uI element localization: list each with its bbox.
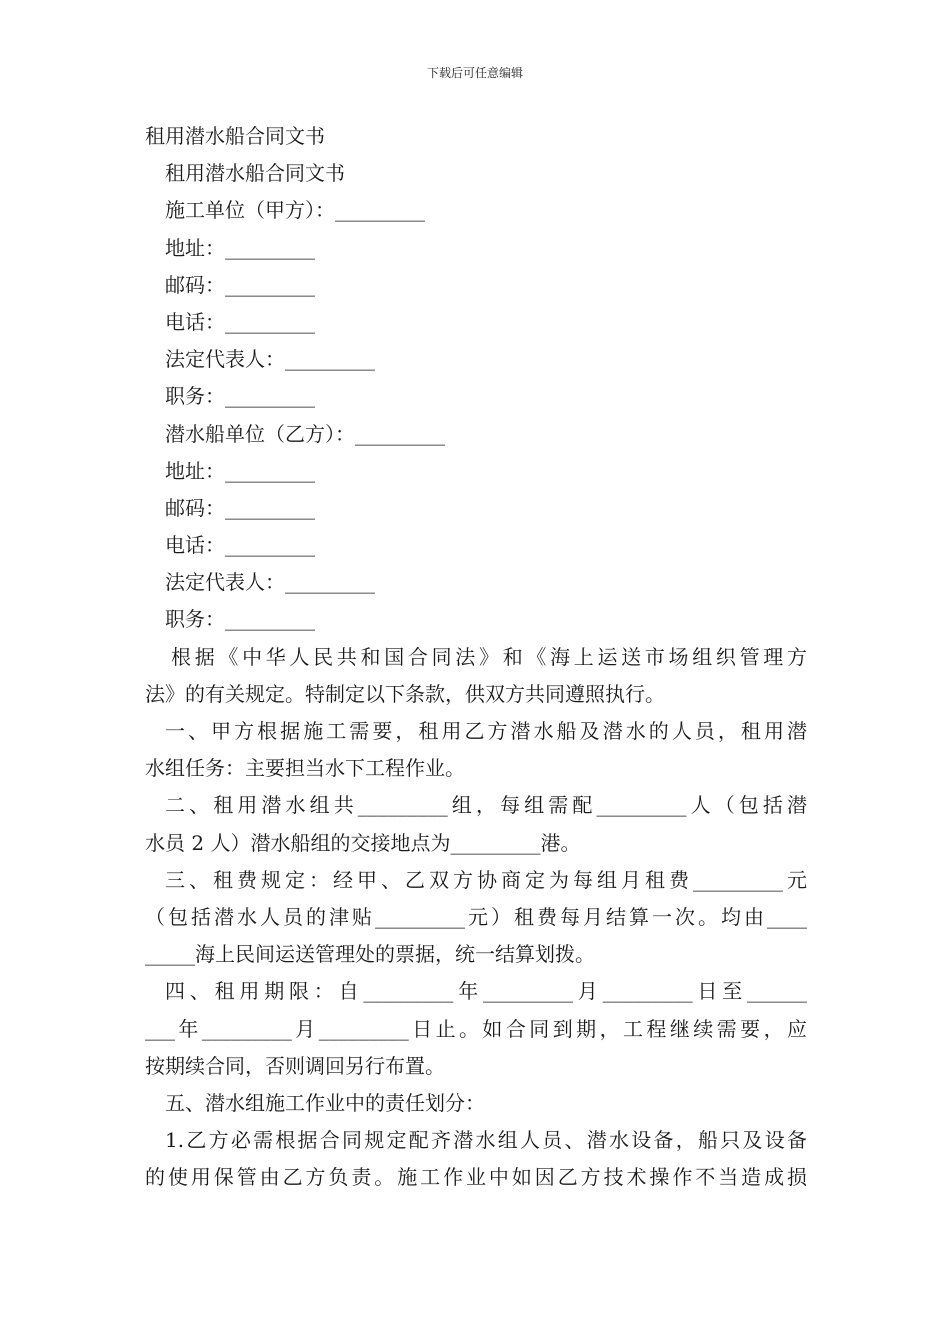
subtitle: 租用潜水船合同文书 [165, 161, 345, 186]
paragraph-line: 法》的有关规定。特制定以下条款，供双方共同遵照执行。 [145, 681, 665, 706]
party-b-address: 地址：_________ [165, 458, 315, 483]
document-body [145, 118, 807, 1196]
paragraph-clause-5-1 [145, 1122, 807, 1196]
paragraph-preamble [145, 639, 807, 713]
party-b-legal-rep: 法定代表人：_________ [165, 570, 375, 595]
paragraph-line: 水员 2 人）潜水船组的交接地点为_________港。 [145, 830, 581, 855]
party-a-legal-rep: 法定代表人：_________ [165, 347, 375, 372]
paragraph-line: 水组任务：主要担当水下工程作业。 [145, 756, 465, 781]
party-a-postcode: 邮码：_________ [165, 272, 315, 297]
paragraph-clause-2 [145, 787, 807, 861]
paragraph-clause-5 [145, 1085, 807, 1122]
paragraph-line: 二、租用潜水组共_________组，每组需配_________人（包括潜 [165, 793, 807, 818]
paragraph-line: 根据《中华人民共和国合同法》和《海上运送市场组织管理方 [171, 644, 807, 669]
party-a-position: 职务：_________ [165, 384, 315, 409]
paragraph-clause-3 [145, 862, 807, 974]
paragraph-line: 的使用保管由乙方负责。施工作业中如因乙方技术操作不当造成损 [145, 1165, 807, 1190]
paragraph-clause-1 [145, 713, 807, 787]
paragraph-line: ___年_________月_________日止。如合同到期，工程继续需要，应 [145, 1016, 807, 1041]
paragraph-line: 1.乙方必需根据合同规定配齐潜水组人员、潜水设备，船只及设备 [165, 1128, 807, 1153]
paragraph-clause-4 [145, 973, 807, 1085]
party-b-postcode: 邮码：_________ [165, 495, 315, 520]
party-b-phone: 电话：_________ [165, 533, 315, 558]
paragraph-line: 按期续合同，否则调回另行布置。 [145, 1053, 445, 1078]
party-b-unit: 潜水船单位（乙方）：_________ [165, 421, 445, 446]
party-a-unit: 施工单位（甲方）：_________ [165, 198, 425, 223]
party-b-position: 职务：_________ [165, 607, 315, 632]
paragraph-line: _____海上民间运送管理处的票据，统一结算划拨。 [145, 942, 595, 967]
party-a-address: 地址：_________ [165, 235, 315, 260]
party-a-phone: 电话：_________ [165, 309, 315, 334]
paragraph-line: 一、甲方根据施工需要，租用乙方潜水船及潜水的人员，租用潜 [165, 719, 807, 743]
paragraph-line: （包括潜水人员的津贴_________元）租费每月结算一次。均由____ [145, 904, 807, 929]
paragraph-line: 三、租费规定：经甲、乙双方协商定为每组月租费_________元 [165, 867, 807, 892]
paragraph-line: 五、潜水组施工作业中的责任划分： [165, 1090, 485, 1115]
document-title: 租用潜水船合同文书 [145, 124, 325, 148]
paragraph-line: 四、租用期限：自_________年_________月_________日至______ [165, 979, 807, 1004]
header-note: 下载后可任意编辑 [426, 66, 523, 80]
